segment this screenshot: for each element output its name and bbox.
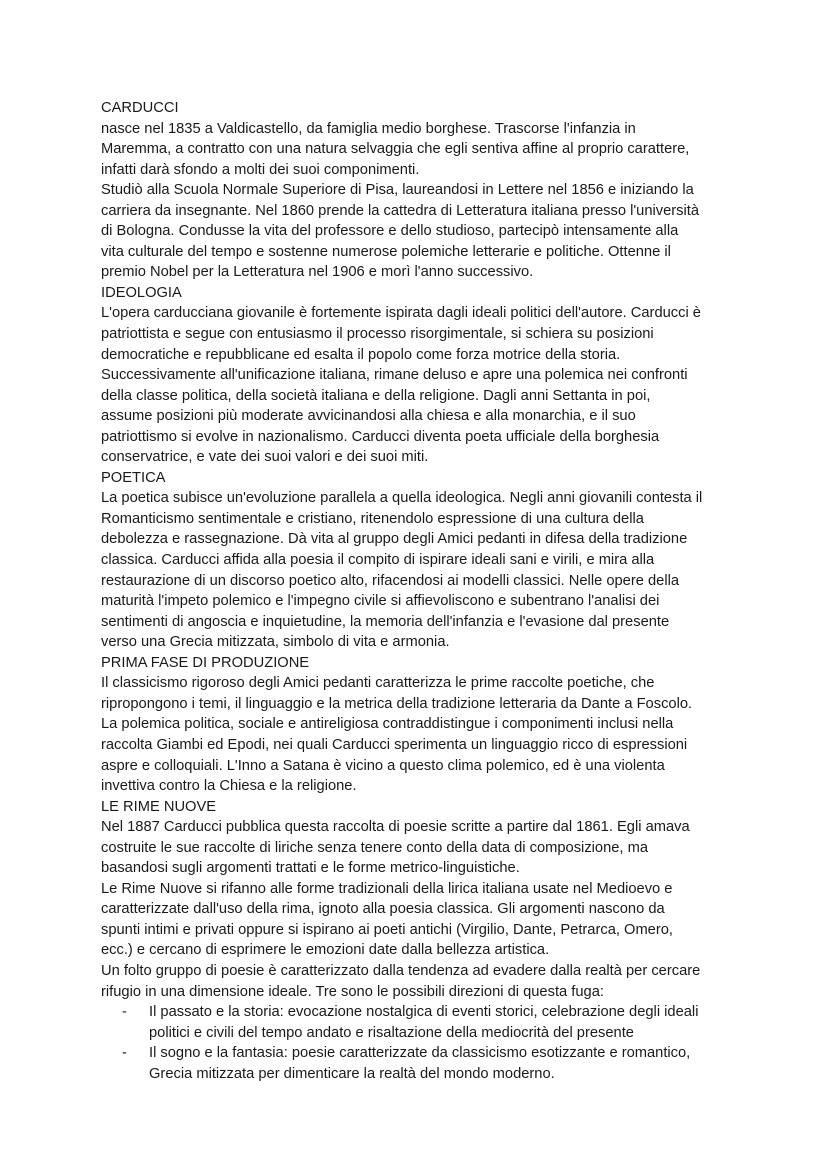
document-page	[101, 98, 729, 1084]
text-line: Il classicismo rigoroso degli Amici pedanti caratterizza le prime raccolte poetiche, che	[101, 675, 655, 692]
text-line: conservatrice, e vate dei suoi valori e dei suoi miti.	[101, 449, 429, 466]
text-line: caratterizzate dall'uso della rima, ignoto alla poesia classica. Gli argomenti nascono da	[101, 901, 665, 918]
text-line: di Bologna. Condusse la vita del professore e dello studioso, partecipò intensamente alla	[101, 223, 679, 240]
section-heading-carducci: CARDUCCI	[101, 100, 179, 116]
text-line: vita culturale del tempo e sostenne numerose polemiche letterarie e politiche. Ottenne il	[101, 243, 671, 260]
section-heading-poetica: POETICA	[101, 469, 166, 486]
text-line: Studiò alla Scuola Normale Superiore di Pisa, laureandosi in Lettere nel 1856 e iniziando la	[101, 182, 694, 199]
text-line: carriera da insegnante. Nel 1860 prende la cattedra di Letteratura italiana presso l'università	[101, 202, 700, 219]
section-heading-rime-nuove: LE RIME NUOVE	[101, 798, 217, 815]
text-line: La polemica politica, sociale e antireligiosa contraddistingue i componimenti inclusi nella	[101, 716, 674, 733]
text-line: maturità l'impeto polemico e l'impegno civile si affievoliscono e subentrano l'analisi dei	[101, 593, 660, 610]
text-line: patriottista e segue con entusiasmo il processo risorgimentale, si schiera su posizioni	[101, 326, 654, 343]
text-line: ecc.) e cercano di esprimere le emozioni date dalla bellezza artistica.	[101, 942, 550, 959]
text-line: sentimenti di angoscia e inquietudine, la memoria dell'infanzia e l'evasione dal presente	[101, 613, 670, 630]
text-line: invettiva contro la Chiesa e la religione.	[101, 778, 357, 795]
text-line: Il sogno e la fantasia: poesie caratterizzate da classicismo esotizzante e romantico,	[149, 1045, 691, 1062]
text-line: Le Rime Nuove si rifanno alle forme tradizionali della lirica italiana usate nel Medioevo e	[101, 880, 673, 897]
text-line: patriottismo si evolve in nazionalismo. Carducci diventa poeta ufficiale della borghesia	[101, 428, 660, 445]
text-line: verso una Grecia mitizzata, simbolo di vita e armonia.	[101, 634, 450, 651]
text-line: della classe politica, della società italiana e della religione. Dagli anni Settanta in poi,	[101, 387, 651, 404]
text-line: premio Nobel per la Letteratura nel 1906 e morì l'anno successivo.	[101, 264, 534, 281]
text-line: debolezza e rassegnazione. Dà vita al gruppo degli Amici pedanti in difesa della tradizione	[101, 531, 688, 548]
text-line: assume posizioni più moderate avvicinandosi alla chiesa e alla monarchia, e il suo	[101, 408, 636, 425]
text-line: Romanticismo sentimentale e cristiano, ritenendolo espressione di una cultura della	[101, 510, 644, 527]
bullet-marker: -	[122, 1004, 127, 1021]
text-line: nasce nel 1835 a Valdicastello, da famiglia medio borghese. Trascorse l'infanzia in	[101, 120, 636, 137]
text-line: Il passato e la storia: evocazione nostalgica di eventi storici, celebrazione degli ideali	[149, 1004, 699, 1021]
text-line: costruite le sue raccolte di liriche senza tenere conto della data di composizione, ma	[101, 839, 648, 856]
text-line: Un folto gruppo di poesie è caratterizzato dalla tendenza ad evadere dalla realtà per cercare	[101, 962, 701, 979]
text-line: democratiche e repubblicane ed esalta il popolo come forza motrice della storia.	[101, 346, 621, 363]
section-heading-prima-fase: PRIMA FASE DI PRODUZIONE	[101, 654, 310, 671]
text-line: basandosi sugli argomenti trattati e le forme metrico-linguistiche.	[101, 860, 520, 877]
text-line: Grecia mitizzata per dimenticare la realtà del mondo moderno.	[149, 1065, 555, 1082]
text-line: classica. Carducci affida alla poesia il compito di ispirare ideali sani e virili, e mira alla	[101, 552, 655, 569]
text-line: aspre e colloquiali. L'Inno a Satana è vicino a questo clima polemico, ed è una violenta	[101, 757, 665, 774]
text-line: Nel 1887 Carducci pubblica questa raccolta di poesie scritte a partire dal 1861. Egli amava	[101, 819, 690, 836]
text-line: restaurazione di un discorso poetico alto, rifacendosi ai modelli classici. Nelle opere della	[101, 572, 680, 589]
text-line: Successivamente all'unificazione italiana, rimane deluso e apre una polemica nei confronti	[101, 367, 688, 384]
bullet-marker: -	[122, 1045, 127, 1062]
list-item	[101, 1043, 729, 1084]
section-heading-ideologia: IDEOLOGIA	[101, 284, 182, 301]
list-item	[101, 1002, 729, 1043]
text-line: Maremma, a contratto con una natura selvaggia che egli sentiva affine al proprio carattere,	[101, 141, 690, 158]
text-line: politici e civili del tempo andato e risaltazione della mediocrità del presente	[149, 1024, 634, 1041]
text-line: raccolta Giambi ed Epodi, nei quali Carducci sperimenta un linguaggio ricco di espressioni	[101, 736, 688, 753]
text-line: ripropongono i temi, il linguaggio e la metrica della tradizione letteraria da Dante a Foscolo.	[101, 695, 693, 712]
text-line: spunti intimi e privati oppure si ispirano ai poeti antichi (Virgilio, Dante, Petrarca, Omero,	[101, 921, 673, 938]
text-line: infatti darà sfondo a molti dei suoi componimenti.	[101, 161, 420, 178]
text-line: L'opera carducciana giovanile è fortemente ispirata dagli ideali politici dell'autore. Carducci è	[101, 305, 701, 322]
text-line: rifugio in una dimensione ideale. Tre sono le possibili direzioni di questa fuga:	[101, 983, 604, 1000]
text-line: La poetica subisce un'evoluzione parallela a quella ideologica. Negli anni giovanili contesta il	[101, 490, 703, 507]
bullet-list	[101, 1002, 729, 1084]
